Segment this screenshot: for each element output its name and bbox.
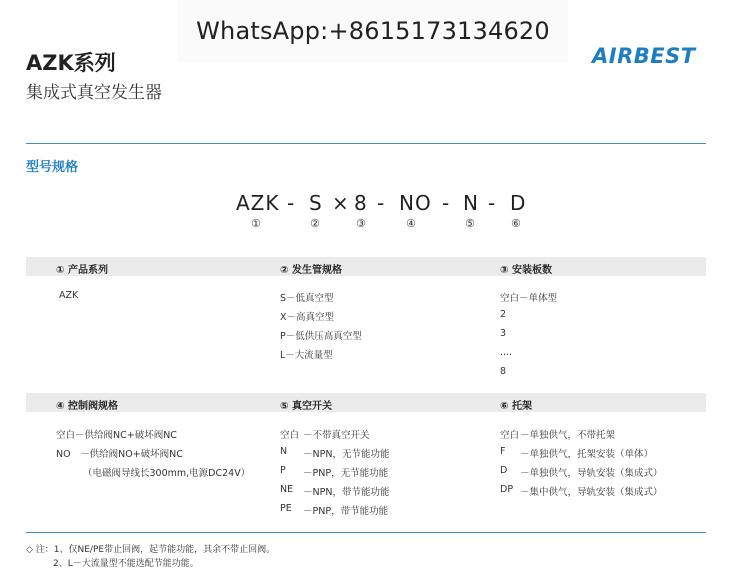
table1-header-generator: ② 发生管规格 [280, 265, 342, 276]
code-dash: - [287, 191, 296, 215]
code-dash: - [442, 191, 451, 215]
switch-code: 空白 [280, 430, 300, 441]
plates-option: 3 [500, 328, 507, 339]
switch-desc: －PNP，无节能功能 [303, 468, 389, 479]
plates-option: .... [500, 347, 513, 358]
code-number: ① [251, 217, 261, 230]
table1-header-series: ① 产品系列 [56, 265, 108, 276]
generator-option: L－大流量型 [280, 350, 333, 361]
bracket-desc: －集中供气，导轨安装（集成式） [520, 487, 663, 498]
code-bracket: D [510, 191, 527, 215]
watermark-text: WhatsApp:+8615173134620 [196, 17, 550, 45]
table2-header-bracket: ⑥ 托架 [500, 401, 532, 412]
bottom-divider [26, 532, 706, 533]
switch-code: N [280, 446, 288, 457]
switch-desc: －NPN，带节能功能 [303, 487, 390, 498]
code-generator: S [309, 191, 323, 215]
code-number: ⑥ [511, 217, 521, 230]
section-title: 型号规格 [26, 160, 79, 175]
valve-option: NO －供给阀NO+破坏阀NC [56, 449, 183, 460]
switch-desc: －PNP，带节能功能 [303, 506, 389, 517]
generator-option: P－低供压高真空型 [280, 331, 362, 342]
note-line: 2、L－大流量型不能选配节能功能。 [26, 559, 199, 569]
code-number: ③ [356, 217, 366, 230]
code-times: × [332, 191, 350, 215]
model-code [0, 191, 745, 221]
series-value: AZK [59, 290, 79, 301]
switch-code: PE [280, 503, 292, 514]
valve-option: 空白－供给阀NC+破坏阀NC [56, 430, 177, 441]
table1-header-band [26, 257, 706, 276]
table2-header-band [26, 393, 706, 412]
valve-note: （电磁阀导线长300mm,电源DC24V） [83, 468, 251, 479]
bracket-code: DP [500, 484, 514, 495]
note-line: ◇ 注：1、仅NE/PE带止回阀，起节能功能，其余不带止回阀。 [26, 545, 276, 555]
code-number: ② [310, 217, 320, 230]
code-switch: N [463, 191, 479, 215]
code-series: AZK [236, 191, 280, 215]
table1-header-plates: ③ 安装板数 [500, 265, 552, 276]
bracket-code: D [500, 465, 508, 476]
code-number: ⑤ [465, 217, 475, 230]
plates-option: 空白－单体型 [500, 293, 558, 304]
page-title: AZK系列 [26, 51, 116, 75]
table2-header-valve: ④ 控制阀规格 [56, 401, 118, 412]
watermark-box [178, 0, 568, 62]
generator-option: S－低真空型 [280, 293, 334, 304]
switch-code: P [280, 465, 286, 476]
plates-option: 2 [500, 309, 507, 320]
code-dash: - [377, 191, 386, 215]
switch-code: NE [280, 484, 294, 495]
generator-option: X－高真空型 [280, 312, 335, 323]
page-subtitle: 集成式真空发生器 [26, 83, 162, 103]
bracket-desc: －单独供气，不带托架 [520, 430, 616, 441]
switch-desc: －NPN，无节能功能 [303, 449, 390, 460]
code-dash: - [488, 191, 497, 215]
bracket-code: F [500, 446, 506, 457]
bracket-desc: －单独供气，托架安装（单体） [520, 449, 654, 460]
bracket-desc: －单独供气，导轨安装（集成式） [520, 468, 663, 479]
top-divider [26, 143, 706, 144]
code-valve: NO [399, 191, 432, 215]
code-number: ④ [406, 217, 416, 230]
switch-desc: －不带真空开关 [303, 430, 370, 441]
table2-header-switch: ⑤ 真空开关 [280, 401, 332, 412]
bracket-code: 空白 [500, 430, 520, 441]
code-plates: 8 [354, 191, 368, 215]
plates-option: 8 [500, 366, 507, 377]
brand-logo: AIRBEST [592, 44, 696, 68]
